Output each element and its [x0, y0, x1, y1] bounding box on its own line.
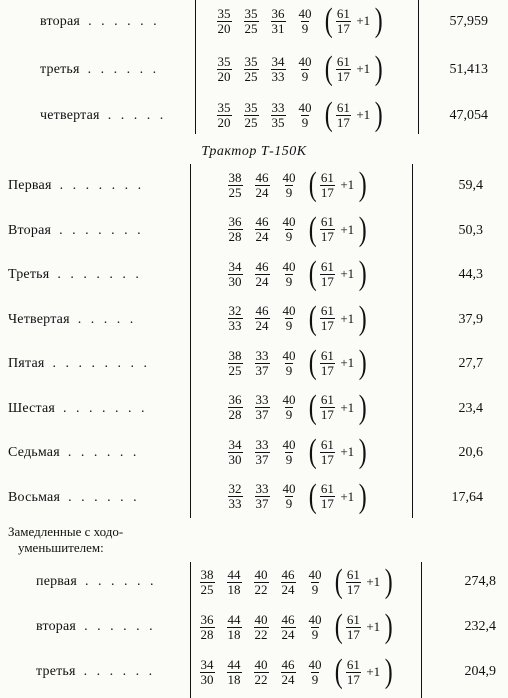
parenthesized-term: ( $\frac{61}{17}$ +1 ) [334, 653, 393, 690]
fraction: $\frac{61}{17}$ [346, 611, 360, 642]
fraction: $\frac{44}{18}$ [227, 611, 241, 642]
row-value: 204,9 [464, 664, 496, 679]
fraction: $\frac{35}{25}$ [244, 5, 258, 36]
fraction: $\frac{61}{17}$ [320, 436, 334, 467]
fraction: $\frac{36}{28}$ [200, 611, 214, 642]
row-value: 17,64 [451, 489, 483, 505]
row-value: 50,3 [458, 222, 483, 238]
fraction: $\frac{32}{33}$ [228, 303, 242, 333]
table-row [0, 389, 508, 434]
fraction: $\frac{33}{37}$ [255, 436, 269, 467]
ratio-formula [198, 655, 395, 689]
row-label: Пятая . . . . . . . . [8, 356, 150, 371]
fraction: $\frac{33}{37}$ [255, 481, 269, 511]
row-label: вторая . . . . . . [36, 619, 156, 634]
table-row [0, 344, 508, 389]
table-row [0, 607, 508, 652]
fraction: $\frac{44}{18}$ [227, 656, 241, 687]
fraction: $\frac{34}{30}$ [228, 436, 242, 467]
table-row [0, 211, 508, 256]
fraction: $\frac{34}{30}$ [228, 258, 242, 289]
fraction: $\frac{40}{9}$ [282, 481, 296, 511]
fraction: $\frac{46}{24}$ [255, 214, 269, 244]
fraction: $\frac{61}{17}$ [346, 566, 360, 597]
parenthesized-term: ( $\frac{61}{17}$ +1 ) [308, 388, 367, 426]
fraction: $\frac{46}{24}$ [255, 258, 269, 289]
row-label: Седьмая . . . . . . [8, 445, 140, 460]
fraction: $\frac{40}{9}$ [282, 258, 296, 289]
table-row [0, 48, 508, 88]
fraction: $\frac{40}{22}$ [254, 656, 268, 687]
row-label: Четвертая . . . . . [8, 311, 137, 327]
fraction: $\frac{40}{9}$ [308, 611, 322, 642]
fraction: $\frac{34}{30}$ [200, 656, 214, 687]
parenthesized-term: ( $\frac{61}{17}$ +1 ) [324, 2, 383, 39]
fraction: $\frac{46}{24}$ [255, 169, 269, 200]
fraction: $\frac{38}{25}$ [228, 347, 242, 378]
fraction: $\frac{61}{17}$ [320, 303, 334, 333]
row-value: 37,9 [458, 311, 483, 327]
row-value: 51,413 [449, 62, 488, 77]
fraction: $\frac{40}{9}$ [282, 392, 296, 422]
row-label: четвертая . . . . . [40, 108, 167, 123]
fraction: $\frac{61}{17}$ [320, 347, 334, 378]
parenthesized-term: ( $\frac{61}{17}$ +1 ) [308, 433, 367, 470]
ratio-formula: $\frac{35}{20}$ $\frac{35}{25}$ $\frac{34}{33}$ $\frac{40}{9}$ ( $\frac{61}{17}$ +1 ) [217, 50, 383, 87]
fraction: $\frac{40}{9}$ [308, 656, 322, 687]
row-value: 274,8 [464, 574, 496, 589]
row-label: Восьмая . . . . . . [8, 489, 140, 505]
row-label: третья . . . . . . [40, 62, 160, 77]
row-value: 47,054 [449, 108, 488, 123]
fraction: $\frac{46}{24}$ [255, 303, 269, 333]
subsection-heading: Замедленные с ходо- уменьшителем: [8, 524, 124, 555]
fraction: $\frac{36}{28}$ [228, 214, 242, 244]
fraction: $\frac{40}{9}$ [282, 214, 296, 244]
fraction: $\frac{61}{17}$ [320, 258, 334, 289]
row-label: третья . . . . . . [36, 664, 156, 679]
fraction: $\frac{46}{24}$ [281, 611, 295, 642]
parenthesized-term: ( $\frac{61}{17}$ +1 ) [308, 166, 367, 203]
fraction: $\frac{40}{9}$ [282, 347, 296, 378]
ratio-formula [226, 477, 369, 515]
table-row [0, 255, 508, 300]
ratio-formula [226, 257, 369, 291]
fraction: $\frac{36}{28}$ [228, 392, 242, 422]
row-value: 44,3 [458, 267, 483, 282]
fraction: $\frac{40}{22}$ [254, 611, 268, 642]
fraction: $\frac{38}{25}$ [228, 169, 242, 200]
fraction: $\frac{35}{20}$ [217, 5, 231, 36]
fraction: $\frac{36}{31}$ [271, 5, 285, 36]
parenthesized-term: ( $\frac{61}{17}$ +1 ) [308, 255, 367, 292]
fraction: $\frac{61}{17}$ [320, 169, 334, 200]
fraction: $\frac{61}{17}$ [320, 392, 334, 422]
fraction: $\frac{46}{24}$ [281, 566, 295, 597]
row-value: 57,959 [449, 14, 488, 29]
parenthesized-term: ( $\frac{61}{17}$ +1 ) [334, 563, 393, 600]
parenthesized-term: ( $\frac{61}{17}$ +1 ) [334, 608, 393, 645]
row-value: 20,6 [458, 445, 483, 460]
fraction: $\frac{40}{22}$ [254, 566, 268, 597]
table-row [0, 652, 508, 697]
parenthesized-term: ( $\frac{61}{17}$ +1 ) [308, 344, 367, 381]
ratio-formula [226, 388, 369, 426]
table-row [0, 433, 508, 478]
row-label: Шестая . . . . . . . [8, 400, 148, 416]
row-value: 232,4 [464, 619, 496, 634]
table-row [0, 2, 508, 42]
row-value: 27,7 [458, 356, 483, 371]
ratio-formula [226, 210, 369, 248]
table-row [0, 300, 508, 345]
parenthesized-term: ( $\frac{61}{17}$ +1 ) [308, 299, 367, 337]
fraction: $\frac{38}{25}$ [200, 566, 214, 597]
fraction: $\frac{44}{18}$ [227, 566, 241, 597]
ratio-formula: $\frac{35}{20}$ $\frac{35}{25}$ $\frac{33}{35}$ $\frac{40}{9}$ ( $\frac{61}{17}$ +1 ) [217, 96, 383, 133]
fraction: $\frac{33}{37}$ [255, 347, 269, 378]
fraction: $\frac{40}{9}$ [298, 5, 312, 36]
ratio-formula [198, 610, 395, 644]
row-label: первая . . . . . . [36, 574, 157, 589]
row-label: вторая . . . . . . [40, 14, 160, 29]
ratio-formula [226, 435, 369, 469]
ratio-formula [226, 299, 369, 337]
table-row [0, 166, 508, 211]
fraction: $\frac{46}{24}$ [281, 656, 295, 687]
fraction: $\frac{61}{17}$ [320, 481, 334, 511]
parenthesized-term: ( $\frac{61}{17}$ +1 ) [308, 477, 367, 515]
ratio-formula [226, 346, 369, 380]
row-value: 23,4 [458, 400, 483, 416]
fraction: $\frac{61}{17}$ [320, 214, 334, 244]
table-row [0, 478, 508, 523]
row-label: Третья . . . . . . . [8, 267, 142, 282]
row-value: 59,4 [458, 178, 483, 193]
fraction: $\frac{40}{9}$ [282, 436, 296, 467]
fraction: $\frac{40}{9}$ [282, 303, 296, 333]
fraction: $\frac{32}{33}$ [228, 481, 242, 511]
row-label: Вторая . . . . . . . [8, 222, 144, 238]
fraction: $\frac{33}{37}$ [255, 392, 269, 422]
table-row [0, 94, 508, 134]
fraction: $\frac{40}{9}$ [282, 169, 296, 200]
fraction: $\frac{40}{9}$ [308, 566, 322, 597]
table-row [0, 562, 508, 607]
ratio-formula [215, 4, 385, 38]
row-label: Первая . . . . . . . [8, 178, 145, 193]
section-title: Трактор Т-150К [201, 144, 307, 159]
parenthesized-term: ( $\frac{61}{17}$ +1 ) [308, 210, 367, 248]
ratio-formula [198, 565, 395, 599]
ratio-formula [226, 168, 369, 202]
fraction: $\frac{61}{17}$ [346, 656, 360, 687]
